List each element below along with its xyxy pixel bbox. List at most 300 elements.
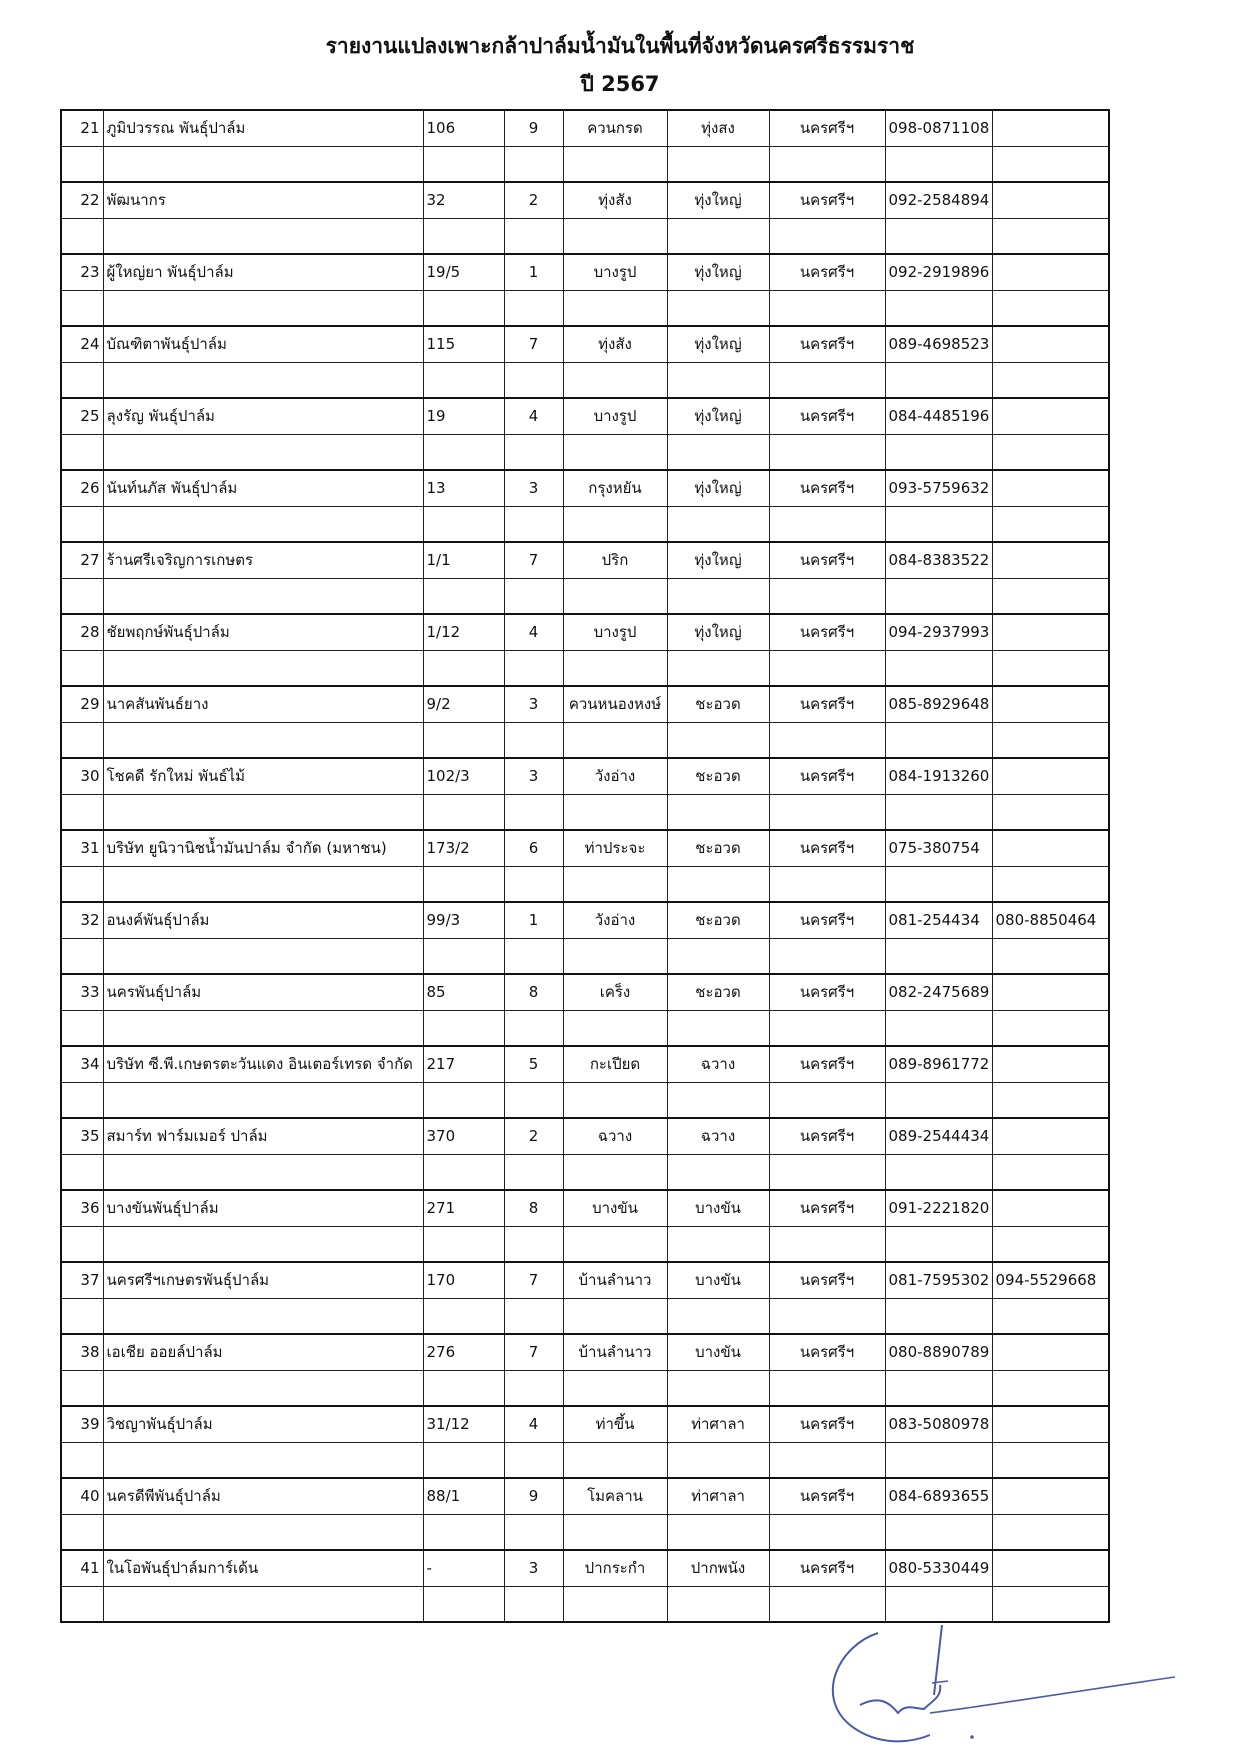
- table-row: [61, 1190, 1109, 1226]
- row-number-cell: 29: [61, 686, 103, 722]
- empty-cell: [563, 1370, 667, 1406]
- house-number-cell: 173/2: [423, 830, 504, 866]
- business-name-cell: บางขันพันธุ์ปาล์ม: [103, 1190, 423, 1226]
- phone-secondary-cell: 080-8850464: [992, 902, 1109, 938]
- house-number-cell: 276: [423, 1334, 504, 1370]
- empty-cell: [885, 434, 992, 470]
- empty-cell: [885, 290, 992, 326]
- empty-cell: [103, 1442, 423, 1478]
- row-number-cell: 27: [61, 542, 103, 578]
- province-cell: นครศรีฯ: [769, 1190, 885, 1226]
- register-body: [61, 110, 1109, 1622]
- village-number-cell: 7: [504, 1262, 563, 1298]
- subdistrict-cell: บางรูป: [563, 614, 667, 650]
- phone-primary-cell: 075-380754: [885, 830, 992, 866]
- phone-secondary-cell: [992, 1406, 1109, 1442]
- empty-cell: [61, 506, 103, 542]
- village-number-cell: 7: [504, 542, 563, 578]
- phone-secondary-cell: [992, 1118, 1109, 1154]
- empty-cell: [992, 362, 1109, 398]
- table-row: [61, 1262, 1109, 1298]
- empty-cell: [504, 866, 563, 902]
- subdistrict-cell: กรุงหยัน: [563, 470, 667, 506]
- phone-secondary-cell: 094-5529668: [992, 1262, 1109, 1298]
- empty-cell: [504, 1082, 563, 1118]
- table-row: [61, 542, 1109, 578]
- table-row: [61, 830, 1109, 866]
- empty-cell: [103, 1298, 423, 1334]
- empty-cell: [423, 578, 504, 614]
- empty-cell: [563, 1514, 667, 1550]
- row-number-cell: 25: [61, 398, 103, 434]
- table-row: [61, 758, 1109, 794]
- empty-cell: [885, 1226, 992, 1262]
- empty-cell: [992, 1010, 1109, 1046]
- empty-cell: [61, 1010, 103, 1046]
- empty-cell: [61, 146, 103, 182]
- empty-cell: [563, 794, 667, 830]
- empty-cell: [769, 362, 885, 398]
- empty-cell: [563, 1082, 667, 1118]
- spacer-row: [61, 1154, 1109, 1190]
- business-name-cell: นครดีพีพันธุ์ปาล์ม: [103, 1478, 423, 1514]
- spacer-row: [61, 1226, 1109, 1262]
- empty-cell: [667, 866, 769, 902]
- empty-cell: [769, 722, 885, 758]
- empty-cell: [885, 1082, 992, 1118]
- province-cell: นครศรีฯ: [769, 974, 885, 1010]
- phone-primary-cell: 084-4485196: [885, 398, 992, 434]
- phone-primary-cell: 084-6893655: [885, 1478, 992, 1514]
- subdistrict-cell: ควนกรด: [563, 110, 667, 146]
- empty-cell: [423, 1226, 504, 1262]
- empty-cell: [504, 578, 563, 614]
- phone-secondary-cell: [992, 182, 1109, 218]
- table-row: [61, 614, 1109, 650]
- table-row: [61, 110, 1109, 146]
- phone-primary-cell: 091-2221820: [885, 1190, 992, 1226]
- phone-primary-cell: 085-8929648: [885, 686, 992, 722]
- empty-cell: [103, 1370, 423, 1406]
- subdistrict-cell: ควนหนองหงษ์: [563, 686, 667, 722]
- district-cell: ทุ่งใหญ่: [667, 254, 769, 290]
- village-number-cell: 8: [504, 974, 563, 1010]
- empty-cell: [992, 434, 1109, 470]
- phone-primary-cell: 092-2919896: [885, 254, 992, 290]
- spacer-row: [61, 794, 1109, 830]
- house-number-cell: 88/1: [423, 1478, 504, 1514]
- row-number-cell: 32: [61, 902, 103, 938]
- phone-primary-cell: 092-2584894: [885, 182, 992, 218]
- empty-cell: [61, 1154, 103, 1190]
- empty-cell: [423, 866, 504, 902]
- table-row: [61, 1550, 1109, 1586]
- empty-cell: [103, 218, 423, 254]
- empty-cell: [103, 362, 423, 398]
- phone-secondary-cell: [992, 1550, 1109, 1586]
- empty-cell: [423, 146, 504, 182]
- empty-cell: [769, 218, 885, 254]
- phone-primary-cell: 093-5759632: [885, 470, 992, 506]
- document-title: รายงานแปลงเพาะกล้าปาล์มน้ำมันในพื้นที่จังหวัดนครศรีธรรมราช: [325, 34, 915, 58]
- phone-secondary-cell: [992, 326, 1109, 362]
- empty-cell: [504, 506, 563, 542]
- empty-cell: [61, 1298, 103, 1334]
- empty-cell: [885, 506, 992, 542]
- empty-cell: [103, 506, 423, 542]
- business-name-cell: บริษัท ยูนิวานิชน้ำมันปาล์ม จำกัด (มหาชน): [103, 830, 423, 866]
- subdistrict-cell: ฉวาง: [563, 1118, 667, 1154]
- province-cell: นครศรีฯ: [769, 1262, 885, 1298]
- table-row: [61, 326, 1109, 362]
- spacer-row: [61, 722, 1109, 758]
- spacer-row: [61, 578, 1109, 614]
- subdistrict-cell: บางรูป: [563, 398, 667, 434]
- empty-cell: [103, 146, 423, 182]
- empty-cell: [563, 1226, 667, 1262]
- nursery-register-table: [60, 109, 1110, 1623]
- village-number-cell: 3: [504, 1550, 563, 1586]
- house-number-cell: 32: [423, 182, 504, 218]
- empty-cell: [885, 1154, 992, 1190]
- province-cell: นครศรีฯ: [769, 902, 885, 938]
- empty-cell: [103, 722, 423, 758]
- empty-cell: [423, 218, 504, 254]
- empty-cell: [667, 578, 769, 614]
- empty-cell: [769, 290, 885, 326]
- table-row: [61, 254, 1109, 290]
- subdistrict-cell: บ้านลำนาว: [563, 1262, 667, 1298]
- house-number-cell: 19: [423, 398, 504, 434]
- row-number-cell: 40: [61, 1478, 103, 1514]
- empty-cell: [667, 938, 769, 974]
- empty-cell: [504, 290, 563, 326]
- business-name-cell: สมาร์ท ฟาร์มเมอร์ ปาล์ม: [103, 1118, 423, 1154]
- phone-secondary-cell: [992, 542, 1109, 578]
- spacer-row: [61, 866, 1109, 902]
- spacer-row: [61, 1370, 1109, 1406]
- empty-cell: [423, 650, 504, 686]
- empty-cell: [61, 794, 103, 830]
- district-cell: ปากพนัง: [667, 1550, 769, 1586]
- district-cell: ทุ่งใหญ่: [667, 542, 769, 578]
- empty-cell: [885, 146, 992, 182]
- row-number-cell: 26: [61, 470, 103, 506]
- business-name-cell: นันท์นภัส พันธุ์ปาล์ม: [103, 470, 423, 506]
- district-cell: ทุ่งใหญ่: [667, 326, 769, 362]
- house-number-cell: 9/2: [423, 686, 504, 722]
- village-number-cell: 4: [504, 398, 563, 434]
- business-name-cell: ในโอพันธุ์ปาล์มการ์เด้น: [103, 1550, 423, 1586]
- subdistrict-cell: ท่าขึ้น: [563, 1406, 667, 1442]
- table-row: [61, 1406, 1109, 1442]
- empty-cell: [423, 1442, 504, 1478]
- empty-cell: [769, 866, 885, 902]
- phone-primary-cell: 098-0871108: [885, 110, 992, 146]
- empty-cell: [103, 1586, 423, 1622]
- empty-cell: [667, 722, 769, 758]
- subdistrict-cell: กะเปียด: [563, 1046, 667, 1082]
- empty-cell: [103, 938, 423, 974]
- subdistrict-cell: ทุ่งสัง: [563, 326, 667, 362]
- phone-secondary-cell: [992, 110, 1109, 146]
- empty-cell: [667, 434, 769, 470]
- empty-cell: [992, 1514, 1109, 1550]
- district-cell: ชะอวด: [667, 902, 769, 938]
- house-number-cell: 31/12: [423, 1406, 504, 1442]
- province-cell: นครศรีฯ: [769, 398, 885, 434]
- district-cell: ทุ่งใหญ่: [667, 614, 769, 650]
- empty-cell: [423, 722, 504, 758]
- empty-cell: [885, 1514, 992, 1550]
- empty-cell: [885, 722, 992, 758]
- empty-cell: [61, 1226, 103, 1262]
- province-cell: นครศรีฯ: [769, 542, 885, 578]
- phone-secondary-cell: [992, 470, 1109, 506]
- empty-cell: [504, 1370, 563, 1406]
- phone-primary-cell: 089-8961772: [885, 1046, 992, 1082]
- empty-cell: [667, 1514, 769, 1550]
- business-name-cell: วิชญาพันธุ์ปาล์ม: [103, 1406, 423, 1442]
- district-cell: บางขัน: [667, 1262, 769, 1298]
- district-cell: ทุ่งใหญ่: [667, 470, 769, 506]
- empty-cell: [769, 434, 885, 470]
- empty-cell: [563, 1010, 667, 1046]
- row-number-cell: 21: [61, 110, 103, 146]
- table-row: [61, 902, 1109, 938]
- empty-cell: [992, 1370, 1109, 1406]
- empty-cell: [769, 506, 885, 542]
- row-number-cell: 30: [61, 758, 103, 794]
- subdistrict-cell: บางรูป: [563, 254, 667, 290]
- province-cell: นครศรีฯ: [769, 1406, 885, 1442]
- business-name-cell: นครพันธุ์ปาล์ม: [103, 974, 423, 1010]
- spacer-row: [61, 146, 1109, 182]
- province-cell: นครศรีฯ: [769, 1550, 885, 1586]
- empty-cell: [423, 794, 504, 830]
- district-cell: ทุ่งสง: [667, 110, 769, 146]
- empty-cell: [103, 1226, 423, 1262]
- spacer-row: [61, 290, 1109, 326]
- subdistrict-cell: เคร็ง: [563, 974, 667, 1010]
- empty-cell: [423, 1370, 504, 1406]
- empty-cell: [992, 506, 1109, 542]
- phone-secondary-cell: [992, 1190, 1109, 1226]
- empty-cell: [769, 1226, 885, 1262]
- empty-cell: [769, 1010, 885, 1046]
- table-row: [61, 1046, 1109, 1082]
- business-name-cell: อนงค์พันธุ์ปาล์ม: [103, 902, 423, 938]
- empty-cell: [61, 1586, 103, 1622]
- empty-cell: [103, 1010, 423, 1046]
- spacer-row: [61, 1586, 1109, 1622]
- empty-cell: [992, 218, 1109, 254]
- empty-cell: [769, 1082, 885, 1118]
- spacer-row: [61, 650, 1109, 686]
- province-cell: นครศรีฯ: [769, 254, 885, 290]
- phone-primary-cell: 084-8383522: [885, 542, 992, 578]
- house-number-cell: -: [423, 1550, 504, 1586]
- province-cell: นครศรีฯ: [769, 1478, 885, 1514]
- empty-cell: [992, 1226, 1109, 1262]
- empty-cell: [504, 1586, 563, 1622]
- empty-cell: [103, 650, 423, 686]
- empty-cell: [563, 578, 667, 614]
- house-number-cell: 170: [423, 1262, 504, 1298]
- village-number-cell: 2: [504, 182, 563, 218]
- empty-cell: [61, 938, 103, 974]
- empty-cell: [885, 938, 992, 974]
- empty-cell: [423, 1586, 504, 1622]
- district-cell: บางขัน: [667, 1334, 769, 1370]
- empty-cell: [885, 578, 992, 614]
- empty-cell: [61, 290, 103, 326]
- empty-cell: [667, 362, 769, 398]
- village-number-cell: 3: [504, 758, 563, 794]
- village-number-cell: 2: [504, 1118, 563, 1154]
- village-number-cell: 7: [504, 1334, 563, 1370]
- subdistrict-cell: ทุ่งสัง: [563, 182, 667, 218]
- empty-cell: [885, 1586, 992, 1622]
- phone-secondary-cell: [992, 614, 1109, 650]
- phone-primary-cell: 082-2475689: [885, 974, 992, 1010]
- empty-cell: [563, 362, 667, 398]
- row-number-cell: 41: [61, 1550, 103, 1586]
- spacer-row: [61, 218, 1109, 254]
- empty-cell: [103, 434, 423, 470]
- row-number-cell: 22: [61, 182, 103, 218]
- business-name-cell: บัณฑิตาพันธุ์ปาล์ม: [103, 326, 423, 362]
- business-name-cell: นครศรีฯเกษตรพันธุ์ปาล์ม: [103, 1262, 423, 1298]
- subdistrict-cell: ท่าประจะ: [563, 830, 667, 866]
- house-number-cell: 271: [423, 1190, 504, 1226]
- empty-cell: [504, 1154, 563, 1190]
- empty-cell: [423, 434, 504, 470]
- spacer-row: [61, 434, 1109, 470]
- spacer-row: [61, 1298, 1109, 1334]
- empty-cell: [992, 650, 1109, 686]
- subdistrict-cell: วังอ่าง: [563, 758, 667, 794]
- empty-cell: [667, 650, 769, 686]
- phone-primary-cell: 089-4698523: [885, 326, 992, 362]
- spacer-row: [61, 1514, 1109, 1550]
- empty-cell: [423, 290, 504, 326]
- empty-cell: [103, 794, 423, 830]
- empty-cell: [423, 506, 504, 542]
- subdistrict-cell: ปากระกำ: [563, 1550, 667, 1586]
- empty-cell: [563, 1586, 667, 1622]
- empty-cell: [103, 866, 423, 902]
- row-number-cell: 28: [61, 614, 103, 650]
- empty-cell: [504, 650, 563, 686]
- empty-cell: [563, 722, 667, 758]
- row-number-cell: 36: [61, 1190, 103, 1226]
- empty-cell: [667, 1442, 769, 1478]
- empty-cell: [563, 1154, 667, 1190]
- empty-cell: [992, 578, 1109, 614]
- business-name-cell: ลุงรัญ พันธุ์ปาล์ม: [103, 398, 423, 434]
- empty-cell: [885, 1010, 992, 1046]
- empty-cell: [504, 218, 563, 254]
- empty-cell: [769, 1514, 885, 1550]
- empty-cell: [61, 722, 103, 758]
- empty-cell: [992, 1586, 1109, 1622]
- table-row: [61, 470, 1109, 506]
- village-number-cell: 8: [504, 1190, 563, 1226]
- house-number-cell: 106: [423, 110, 504, 146]
- empty-cell: [504, 1226, 563, 1262]
- empty-cell: [667, 146, 769, 182]
- subdistrict-cell: โมคลาน: [563, 1478, 667, 1514]
- house-number-cell: 1/12: [423, 614, 504, 650]
- province-cell: นครศรีฯ: [769, 326, 885, 362]
- empty-cell: [563, 1298, 667, 1334]
- business-name-cell: พัฒนากร: [103, 182, 423, 218]
- row-number-cell: 39: [61, 1406, 103, 1442]
- spacer-row: [61, 1082, 1109, 1118]
- table-row: [61, 974, 1109, 1010]
- phone-secondary-cell: [992, 830, 1109, 866]
- village-number-cell: 1: [504, 254, 563, 290]
- phone-secondary-cell: [992, 974, 1109, 1010]
- empty-cell: [885, 1442, 992, 1478]
- table-row: [61, 1334, 1109, 1370]
- empty-cell: [103, 1082, 423, 1118]
- province-cell: นครศรีฯ: [769, 470, 885, 506]
- row-number-cell: 31: [61, 830, 103, 866]
- phone-secondary-cell: [992, 1478, 1109, 1514]
- table-row: [61, 398, 1109, 434]
- empty-cell: [563, 650, 667, 686]
- district-cell: บางขัน: [667, 1190, 769, 1226]
- row-number-cell: 34: [61, 1046, 103, 1082]
- business-name-cell: บริษัท ซี.พี.เกษตรตะวันแดง อินเตอร์เทรด จำกัด: [103, 1046, 423, 1082]
- row-number-cell: 24: [61, 326, 103, 362]
- phone-secondary-cell: [992, 1334, 1109, 1370]
- province-cell: นครศรีฯ: [769, 1334, 885, 1370]
- phone-primary-cell: 089-2544434: [885, 1118, 992, 1154]
- empty-cell: [423, 938, 504, 974]
- province-cell: นครศรีฯ: [769, 1118, 885, 1154]
- house-number-cell: 99/3: [423, 902, 504, 938]
- empty-cell: [61, 1082, 103, 1118]
- empty-cell: [667, 1586, 769, 1622]
- business-name-cell: เอเชีย ออยล์ปาล์ม: [103, 1334, 423, 1370]
- district-cell: ท่าศาลา: [667, 1406, 769, 1442]
- empty-cell: [769, 650, 885, 686]
- empty-cell: [504, 362, 563, 398]
- empty-cell: [769, 1298, 885, 1334]
- empty-cell: [61, 218, 103, 254]
- empty-cell: [885, 362, 992, 398]
- village-number-cell: 7: [504, 326, 563, 362]
- row-number-cell: 37: [61, 1262, 103, 1298]
- empty-cell: [769, 1586, 885, 1622]
- village-number-cell: 3: [504, 470, 563, 506]
- spacer-row: [61, 938, 1109, 974]
- empty-cell: [667, 794, 769, 830]
- house-number-cell: 370: [423, 1118, 504, 1154]
- table-row: [61, 1118, 1109, 1154]
- spacer-row: [61, 506, 1109, 542]
- empty-cell: [769, 794, 885, 830]
- business-name-cell: ผู้ใหญ่ยา พันธุ์ปาล์ม: [103, 254, 423, 290]
- empty-cell: [885, 794, 992, 830]
- subdistrict-cell: วังอ่าง: [563, 902, 667, 938]
- subdistrict-cell: ปริก: [563, 542, 667, 578]
- empty-cell: [992, 1298, 1109, 1334]
- empty-cell: [563, 146, 667, 182]
